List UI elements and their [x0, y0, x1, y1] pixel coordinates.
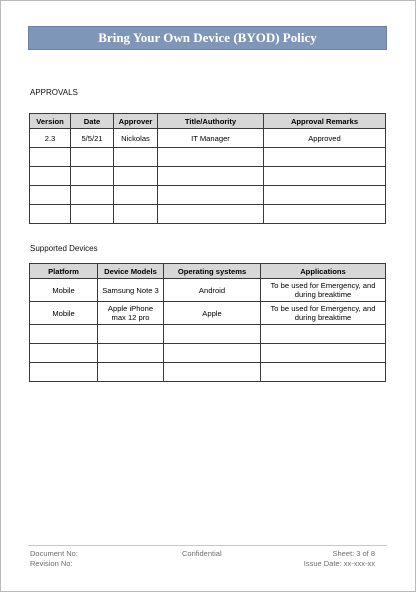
footer-document-no: Document No: — [30, 549, 78, 558]
table-cell — [30, 344, 98, 363]
table-cell: Samsung Note 3 — [98, 279, 164, 302]
table-cell — [164, 363, 261, 382]
table-row — [30, 302, 386, 325]
table-row — [30, 148, 386, 167]
approvals-table — [29, 113, 386, 224]
supported-devices-table — [29, 263, 386, 382]
table-row — [30, 167, 386, 186]
col-header-date: Date — [71, 114, 114, 129]
table-cell: Approved — [264, 129, 386, 148]
footer-confidential: Confidential — [182, 549, 222, 558]
table-cell — [30, 148, 71, 167]
table-cell — [30, 186, 71, 205]
col-header-approval-remarks: Approval Remarks — [264, 114, 386, 129]
approvals-header-row — [30, 114, 386, 129]
table-cell: 2.3 — [30, 129, 71, 148]
table-cell — [71, 205, 114, 224]
supported-devices-label: Supported Devices — [30, 244, 98, 253]
table-cell: To be used for Emergency, and during breaktime — [261, 279, 386, 302]
table-row — [30, 205, 386, 224]
table-row — [30, 129, 386, 148]
table-cell: To be used for Emergency, and during breaktime — [261, 302, 386, 325]
col-header-version: Version — [30, 114, 71, 129]
table-cell — [30, 325, 98, 344]
page-title: Bring Your Own Device (BYOD) Policy — [28, 26, 387, 50]
table-cell — [158, 205, 264, 224]
table-cell — [114, 186, 158, 205]
devices-header-row — [30, 264, 386, 279]
table-cell: Apple iPhone max 12 pro — [98, 302, 164, 325]
table-cell — [71, 148, 114, 167]
table-cell: Android — [164, 279, 261, 302]
table-cell — [114, 205, 158, 224]
footer-divider — [28, 545, 387, 546]
table-cell — [261, 325, 386, 344]
table-cell — [261, 344, 386, 363]
table-cell — [261, 363, 386, 382]
table-cell: Apple — [164, 302, 261, 325]
table-row — [30, 279, 386, 302]
table-cell — [164, 325, 261, 344]
table-cell: Mobile — [30, 279, 98, 302]
table-cell — [164, 344, 261, 363]
col-header-title-authority: Title/Authority — [158, 114, 264, 129]
table-cell: Nickolas — [114, 129, 158, 148]
table-cell — [264, 148, 386, 167]
table-cell — [264, 167, 386, 186]
table-cell — [98, 344, 164, 363]
table-row — [30, 363, 386, 382]
col-header-device-models: Device Models — [98, 264, 164, 279]
table-cell — [158, 148, 264, 167]
table-cell — [71, 167, 114, 186]
table-row — [30, 344, 386, 363]
table-cell — [264, 205, 386, 224]
table-cell — [98, 325, 164, 344]
table-cell: Mobile — [30, 302, 98, 325]
approvals-label: APPROVALS — [30, 88, 78, 97]
table-cell: 5/5/21 — [71, 129, 114, 148]
table-row — [30, 325, 386, 344]
table-cell — [264, 186, 386, 205]
table-cell — [158, 186, 264, 205]
table-cell — [158, 167, 264, 186]
footer-sheet-number: Sheet: 3 of 8 — [332, 549, 375, 558]
table-cell — [30, 205, 71, 224]
col-header-applications: Applications — [261, 264, 386, 279]
table-cell — [114, 148, 158, 167]
footer-revision-no: Revision No: — [30, 559, 73, 568]
table-cell — [71, 186, 114, 205]
table-row — [30, 186, 386, 205]
table-cell — [30, 167, 71, 186]
table-cell: IT Manager — [158, 129, 264, 148]
table-cell — [30, 363, 98, 382]
col-header-operating-systems: Operating systems — [164, 264, 261, 279]
col-header-platform: Platform — [30, 264, 98, 279]
table-cell — [114, 167, 158, 186]
table-cell — [98, 363, 164, 382]
footer-issue-date: Issue Date: xx-xxx-xx — [303, 559, 375, 568]
col-header-approver: Approver — [114, 114, 158, 129]
